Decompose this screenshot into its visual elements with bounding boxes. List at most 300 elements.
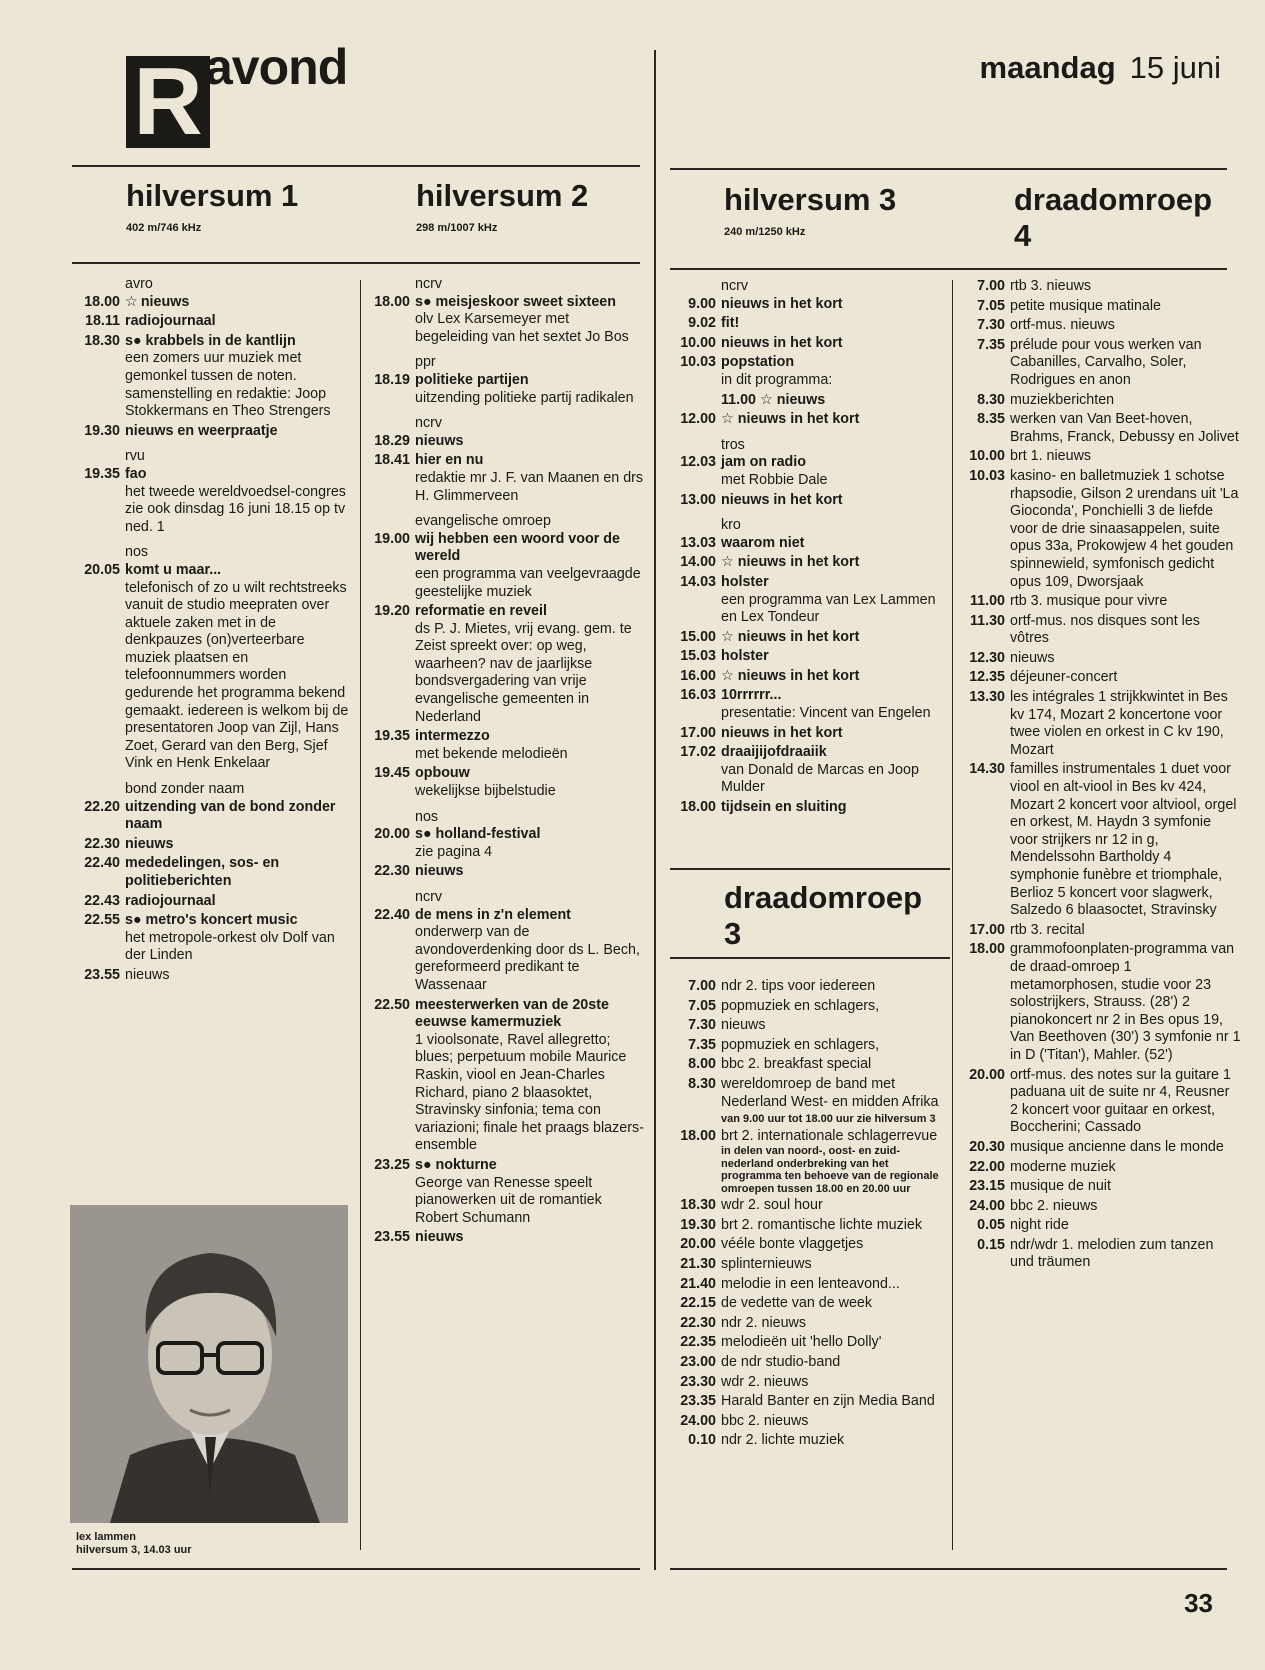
program-body [1010, 1067, 1241, 1137]
program-entry [666, 1256, 952, 1274]
program-title: politieke partijen [415, 371, 529, 388]
program-description: nieuws [721, 1017, 766, 1034]
program-description: muziekberichten [1010, 391, 1115, 408]
program-entry [955, 941, 1241, 1064]
program-title: nieuws [125, 835, 174, 852]
station-name-d4 [1014, 182, 1212, 254]
program-body [415, 765, 645, 800]
program-time: 13.30 [969, 689, 1005, 706]
program-description: ds P. J. Mietes, vrij evang. gem. te Zeist spreekt over: op weg, waarheen? nav de jaarlijkse bondsvergadering van vrije evangelische gemeenten in Nederland [415, 620, 632, 725]
program-body [721, 978, 952, 996]
program-title: holster [721, 573, 769, 590]
program-body [1010, 1159, 1241, 1177]
program-title: nieuws in het kort [721, 295, 843, 312]
program-body [415, 863, 645, 881]
program-note: van 9.00 uur tot 18.00 uur zie hilversum 3 [721, 1113, 936, 1126]
rule-heads-left [72, 262, 640, 264]
program-body [1010, 613, 1241, 648]
program-time: 22.00 [969, 1158, 1005, 1175]
program-time: 7.00 [977, 278, 1005, 294]
program-body [721, 574, 948, 627]
program-entry [666, 629, 948, 647]
program-time: 20.00 [969, 1066, 1005, 1083]
program-title: ☆ nieuws in het kort [721, 628, 860, 645]
program-time: 10.03 [969, 467, 1005, 484]
program-time: 7.30 [977, 317, 1005, 334]
program-body [721, 1197, 952, 1215]
program-title: holster [721, 648, 769, 665]
program-description: telefonisch of zo u wilt rechtstreeks vanuit de studio meepraten over aktuele zaken met in de denkpauzes (on)verteerbare muziek plaatsen en telefoonnummers worden gedurende het programma bekend gemaakt. iedereen is welkom bij de presentatoren Joop van Zijl, Hans Zoet, Gerard van den Berg, Sjef Vink en Henk Enkelaar [125, 579, 349, 772]
program-entry [666, 554, 948, 572]
program-time: 19.30 [84, 422, 120, 439]
program-title: radiojournaal [125, 313, 216, 330]
program-description: splinternieuws [721, 1256, 812, 1273]
program-time: 13.00 [680, 491, 716, 508]
program-description: 1 vioolsonate, Ravel allegretto; blues; perpetuum mobile Maurice Raskin, viool en Jean-Charles Richard, piano 2 blaasoktet, Stravinsky sinfonia; tema con variazioni; finale het praags blazers-ensemble [415, 1031, 644, 1154]
program-title: s● krabbels in de kantlijn [125, 332, 296, 349]
program-time: 20.00 [374, 826, 410, 843]
program-body [1010, 1178, 1241, 1196]
col-divider-3 [952, 280, 953, 1550]
program-body [721, 1276, 952, 1294]
program-body [1010, 941, 1241, 1064]
program-body [415, 1229, 645, 1247]
station-freq-h3: 240 m/1250 kHz [724, 226, 806, 238]
program-time: 20.05 [84, 561, 120, 578]
program-title: de mens in z'n element [415, 906, 571, 923]
program-body [721, 629, 948, 647]
program-description: bbc 2. nieuws [721, 1412, 809, 1429]
program-description: petite musique matinale [1010, 297, 1161, 314]
program-entry [666, 535, 948, 553]
program-title: nieuws [415, 432, 464, 449]
program-time: 12.00 [680, 411, 716, 428]
program-description: het metropole-orkest olv Dolf van der Linden [125, 929, 335, 964]
broadcaster-label: ncrv [721, 278, 749, 294]
program-time: 7.00 [688, 978, 716, 994]
page-number: 33 [1184, 1588, 1213, 1618]
program-description: zie pagina 4 [415, 843, 493, 860]
program-body [721, 1236, 952, 1254]
program-description: George van Renesse speelt pianowerken uit de romantiek Robert Schumann [415, 1174, 602, 1226]
program-entry [955, 298, 1241, 316]
program-time: 17.00 [969, 921, 1005, 938]
program-body [721, 1334, 952, 1352]
program-title: s● holland-festival [415, 826, 541, 843]
program-body [721, 411, 948, 429]
program-body [1010, 411, 1241, 446]
program-description: de ndr studio-band [721, 1354, 841, 1370]
program-time: 0.15 [977, 1236, 1005, 1253]
program-body [125, 423, 352, 441]
program-entry [666, 574, 948, 627]
program-description: rtb 3. musique pour vivre [1010, 593, 1168, 610]
program-entry [360, 863, 645, 881]
broadcaster-label: evangelische omroep [415, 513, 551, 530]
program-time: 18.30 [680, 1197, 716, 1214]
program-description: rtb 3. nieuws [1010, 278, 1092, 294]
broadcaster-label: ppr [415, 354, 436, 371]
program-title: nieuws in het kort [721, 491, 843, 508]
program-description: night ride [1010, 1217, 1069, 1234]
program-title: 10rrrrrr... [721, 687, 782, 704]
program-body [721, 648, 948, 666]
program-entry [70, 313, 352, 331]
program-entry [360, 907, 645, 995]
program-title: nieuws en weerpraatje [125, 422, 278, 439]
program-time: 23.30 [680, 1373, 716, 1390]
program-entry [666, 1217, 952, 1235]
program-entry [955, 337, 1241, 390]
program-body [125, 836, 352, 854]
program-entry [666, 998, 952, 1016]
station-freq-h2: 298 m/1007 kHz [416, 222, 498, 234]
program-time: 16.00 [680, 667, 716, 684]
rule-d3-bottom [670, 957, 950, 959]
rule-heads-right [670, 268, 1227, 270]
program-time: 22.15 [680, 1295, 716, 1312]
program-entry [666, 668, 948, 686]
program-entry [955, 669, 1241, 687]
program-description: popmuziek en schlagers, [721, 997, 880, 1014]
program-time: 7.05 [688, 997, 716, 1014]
program-description: uitzending politieke partij radikalen [415, 389, 634, 406]
program-entry [955, 1217, 1241, 1235]
program-time: 22.50 [374, 996, 410, 1013]
program-body [1010, 317, 1241, 335]
program-title: ☆ nieuws in het kort [721, 411, 860, 428]
program-description: kasino- en balletmuziek 1 schotse rhapsodie, Gilson 2 urendans uit 'La Gioconda', Ponchielli 3 de liefde voor de drie sinaasappelen, suite opus 33a, Prokowjew 4 het gouden spinnewield, symfonisch gedicht opus 109, Dworsjaak [1010, 467, 1239, 590]
program-body [415, 1157, 645, 1227]
program-time: 24.00 [969, 1197, 1005, 1214]
program-entry [955, 1237, 1241, 1272]
program-entry [360, 452, 645, 505]
program-entry [360, 997, 645, 1155]
program-time: 20.30 [969, 1138, 1005, 1155]
program-time: 23.25 [374, 1156, 410, 1173]
broadcaster-label: bond zonder naam [125, 781, 245, 798]
program-description: ndr 2. lichte muziek [721, 1432, 845, 1449]
station-name-h2: hilversum 2 [416, 178, 589, 213]
program-body [721, 668, 948, 686]
program-title: opbouw [415, 765, 470, 782]
program-time [666, 1113, 721, 1126]
program-description: met bekende melodieën [415, 745, 568, 762]
program-time: 11.30 [970, 612, 1005, 629]
program-time: 12.35 [969, 669, 1005, 686]
program-time: 8.30 [977, 391, 1005, 408]
program-description: ndr 2. tips voor iedereen [721, 978, 876, 994]
program-title: waarom niet [721, 534, 805, 551]
program-time: 10.03 [680, 354, 716, 371]
program-entry [666, 1197, 952, 1215]
program-entry [666, 315, 948, 333]
program-body [125, 562, 352, 773]
rule-bottom-right [670, 1568, 1227, 1570]
program-body [721, 1217, 952, 1235]
program-entry [666, 1037, 952, 1055]
program-description: wdr 2. soul hour [721, 1197, 823, 1214]
program-time: 20.00 [680, 1236, 716, 1253]
program-time: 22.40 [374, 906, 410, 923]
program-body [721, 1017, 952, 1035]
program-entry [955, 1067, 1241, 1137]
program-time: 8.35 [977, 411, 1005, 428]
program-description: in dit programma: [721, 371, 833, 388]
program-description: onderwerp van de avondoverdenking door ds L. Bech, gereformeerd predikant te Wassenaar [415, 924, 640, 993]
program-body [721, 335, 948, 353]
program-description: van Donald de Marcas en Joop Mulder [721, 761, 919, 796]
program-time: 7.35 [977, 336, 1005, 353]
program-time: 19.35 [374, 728, 410, 745]
program-body [1010, 1139, 1241, 1157]
program-time: 21.30 [680, 1256, 716, 1273]
program-entry [666, 1236, 952, 1254]
program-entry [360, 433, 645, 451]
program-time: 17.02 [680, 744, 716, 761]
program-body [125, 912, 352, 965]
program-body [721, 535, 948, 553]
program-entry [955, 1198, 1241, 1216]
broadcaster-label: nos [415, 808, 439, 825]
program-body [721, 799, 948, 817]
program-time: 12.03 [680, 454, 716, 471]
program-description: melodieën uit 'hello Dolly' [721, 1334, 882, 1351]
program-entry [666, 1113, 952, 1126]
program-entry [955, 593, 1241, 611]
program-entry [70, 836, 352, 854]
program-description: ortf-mus. nieuws [1010, 317, 1115, 334]
program-description: ortf-mus. des notes sur la guitare 1 paduana uit de suite nr 4, Reusner 2 koncert voor guitaar en orkest, Boccherini; Cassado [1010, 1066, 1231, 1136]
program-time: 15.03 [680, 648, 716, 665]
program-body [1010, 468, 1241, 591]
program-body [415, 826, 645, 861]
section-letter-logo: R [126, 56, 210, 148]
center-divider [654, 50, 656, 1570]
program-title: popstation [721, 354, 795, 371]
station-freq-h1: 402 m/746 kHz [126, 222, 202, 234]
program-description: brt 1. nieuws [1010, 448, 1092, 465]
program-time: 18.00 [969, 941, 1005, 958]
program-entry [360, 603, 645, 726]
station-name-d4-line2: 4 [1014, 218, 1032, 253]
program-description: bbc 2. nieuws [1010, 1197, 1098, 1214]
program-entry [360, 728, 645, 763]
program-time: 22.43 [84, 892, 120, 909]
program-body [1010, 1198, 1241, 1216]
program-time: 18.30 [84, 332, 120, 349]
program-description: wdr 2. nieuws [721, 1373, 809, 1390]
broadcaster-label: avro [125, 276, 153, 292]
program-body [125, 799, 352, 834]
program-body [721, 998, 952, 1016]
program-description: brt 2. romantische lichte muziek [721, 1216, 923, 1233]
program-body [125, 333, 352, 421]
program-description: olv Lex Karsemeyer met begeleiding van het sextet Jo Bos [415, 311, 629, 345]
program-body [1010, 650, 1241, 668]
program-body [415, 603, 645, 726]
program-time: 14.03 [680, 573, 716, 590]
program-entry [666, 799, 948, 817]
program-body [1010, 337, 1241, 390]
program-entry [666, 335, 948, 353]
portrait-photo [70, 1205, 348, 1523]
program-body [125, 855, 352, 890]
program-title: intermezzo [415, 728, 490, 745]
program-body [721, 1432, 952, 1450]
program-entry [360, 826, 645, 861]
program-time: 18.00 [680, 799, 716, 816]
program-entry [666, 648, 948, 666]
program-body [721, 296, 948, 314]
program-description: musique ancienne dans le monde [1010, 1138, 1224, 1155]
program-title: s● nokturne [415, 1156, 497, 1173]
rule-top-right [670, 168, 1227, 170]
program-description: Harald Banter en zijn Media Band [721, 1393, 935, 1410]
program-entry [360, 294, 645, 347]
program-entry [70, 893, 352, 911]
program-description: wekelijkse bijbelstudie [415, 783, 556, 800]
program-body [415, 433, 645, 451]
program-body [721, 392, 948, 410]
program-body [415, 452, 645, 505]
program-entry [70, 912, 352, 965]
listing-hilversum-3 [666, 278, 948, 817]
program-body [721, 1354, 952, 1372]
program-time: 22.40 [84, 855, 120, 872]
program-time: 14.30 [969, 761, 1005, 778]
dateline [980, 50, 1221, 86]
program-body [415, 531, 645, 601]
program-description: met Robbie Dale [721, 471, 828, 488]
program-entry [666, 687, 948, 722]
program-description: ndr/wdr 1. melodien zum tanzen und träumen [1010, 1236, 1214, 1271]
program-time [666, 392, 721, 410]
program-body [415, 294, 645, 347]
program-description: déjeuner-concert [1010, 669, 1118, 686]
program-title: nieuws in het kort [721, 724, 843, 741]
program-time: 7.35 [688, 1036, 716, 1053]
program-body [1010, 448, 1241, 466]
program-body [721, 1374, 952, 1392]
program-title: fao [125, 465, 147, 482]
program-entry [955, 1178, 1241, 1196]
program-title: fit! [721, 315, 740, 332]
station-name-h3: hilversum 3 [724, 182, 897, 217]
program-entry [360, 531, 645, 601]
date: 15 juni [1129, 50, 1221, 85]
program-time: 22.30 [680, 1314, 716, 1331]
program-entry [666, 392, 948, 410]
program-time: 10.00 [680, 334, 716, 351]
program-entry [955, 650, 1241, 668]
listing-draadomroep-4 [955, 278, 1241, 1272]
program-description: nieuws [1010, 649, 1055, 666]
program-body [1010, 298, 1241, 316]
program-time: 18.11 [85, 313, 120, 330]
program-body [1010, 922, 1241, 940]
program-time: 0.05 [977, 1217, 1005, 1234]
program-title: ☆ nieuws in het kort [721, 667, 860, 684]
program-title: jam on radio [721, 454, 806, 471]
portrait-illustration [70, 1205, 348, 1523]
program-description: een programma van veelgevraagde geestelijke muziek [415, 565, 641, 600]
program-time: 23.55 [374, 1229, 410, 1246]
program-time: 14.00 [680, 554, 716, 571]
program-body [125, 294, 352, 312]
program-description: presentatie: Vincent van Engelen [721, 705, 931, 722]
program-description: nieuws [125, 966, 170, 983]
program-description: redaktie mr J. F. van Maanen en drs H. Glimmerveen [415, 469, 644, 504]
program-body [125, 466, 352, 536]
page-title: avond [205, 39, 348, 95]
program-body [721, 744, 948, 797]
program-entry [955, 317, 1241, 335]
program-title: reformatie en reveil [415, 603, 547, 620]
program-entry [666, 411, 948, 429]
broadcaster-label: ncrv [415, 889, 443, 905]
program-body [415, 907, 645, 995]
program-time: 7.30 [688, 1017, 716, 1034]
program-description: familles instrumentales 1 duet voor viool en alt-viool in Bes kv 424, Mozart 2 koncert voor altviool, orgel en orkest, M. Haydn 3 symfonie voor strijkers nr 12 in g, Mendelssohn Bartholdy 4 symphonie funèbre et triomphale, Berlioz 5 koncert voor slagwerk, Salzedo 6 blaasoctet, Stravinsky [1010, 761, 1237, 919]
program-description: les intégrales 1 strijkkwintet in Bes kv 174, Mozart 2 koncertone voor twee violen en orkest in C kv 190, Mozart [1010, 689, 1228, 758]
program-entry [955, 1159, 1241, 1177]
program-time: 18.29 [374, 432, 410, 449]
station-name-d3-line1: draadomroep [724, 880, 923, 915]
program-body [721, 1037, 952, 1055]
program-entry [955, 1139, 1241, 1157]
program-time: 19.30 [680, 1216, 716, 1233]
program-title: meesterwerken van de 20ste eeuwse kamermuziek [415, 996, 609, 1031]
program-time: 8.00 [688, 1056, 716, 1073]
program-note: in delen van noord-, oost- en zuid-nederland onderbreking van het programma ten behoeve van de regionale omroepen tussen 18.00 en 20.00 uur [721, 1145, 939, 1195]
program-description: het tweede wereldvoedsel-congres zie ook dinsdag 16 juni 18.15 op tv ned. 1 [125, 483, 346, 535]
program-entry [955, 448, 1241, 466]
program-body [721, 554, 948, 572]
program-description: wereldomroep de band met Nederland West- en midden Afrika [721, 1075, 939, 1110]
rule-d3-top [670, 868, 950, 870]
program-entry [70, 294, 352, 312]
program-entry [666, 1056, 952, 1074]
program-entry [955, 278, 1241, 296]
program-description: brt 2. internationale schlagerrevue [721, 1127, 938, 1144]
program-title: nieuws [415, 863, 464, 880]
program-body [125, 313, 352, 331]
program-body [721, 492, 948, 510]
broadcaster-label: rvu [125, 448, 145, 465]
program-entry [666, 492, 948, 510]
program-entry [666, 1393, 952, 1411]
program-entry [666, 1315, 952, 1333]
program-body [1010, 593, 1241, 611]
program-title: s● metro's koncert music [125, 912, 298, 929]
program-entry [360, 765, 645, 800]
program-entry [666, 1334, 952, 1352]
program-entry [666, 1374, 952, 1392]
program-body [721, 1393, 952, 1411]
program-description: een zomers uur muziek met gemonkel tussen de noten. samenstelling en redaktie: Joop Stokkermans en Theo Strengers [125, 350, 331, 420]
program-body [721, 725, 948, 743]
program-body [721, 1295, 952, 1313]
star-icon: ☆ [125, 293, 138, 310]
program-description: popmuziek en schlagers, [721, 1036, 880, 1053]
program-description: ortf-mus. nos disques sont les vôtres [1010, 612, 1200, 647]
program-time: 18.19 [374, 371, 410, 388]
program-time: 23.55 [84, 966, 120, 983]
listing-hilversum-1 [70, 276, 352, 985]
program-entry [955, 689, 1241, 759]
program-title: nieuws in het kort [721, 334, 843, 351]
